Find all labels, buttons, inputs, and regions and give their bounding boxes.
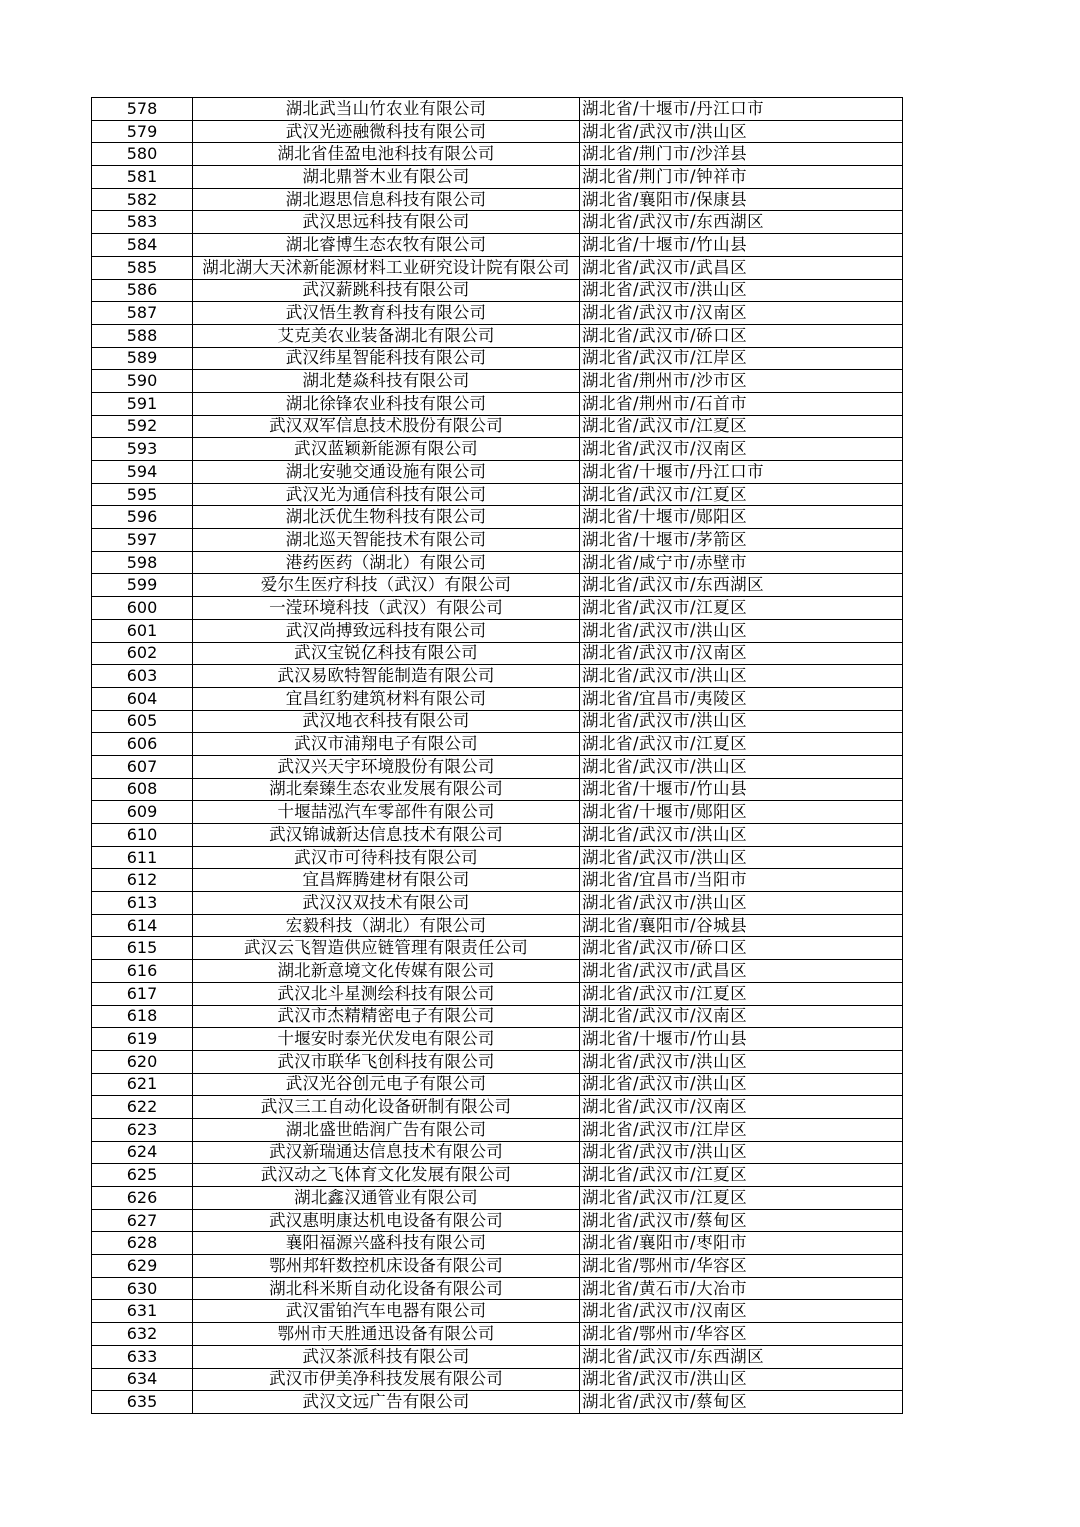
row-number-cell: 607 [92, 755, 193, 778]
region-cell: 湖北省/武汉市/洪山区 [580, 824, 903, 847]
table-row [92, 461, 903, 484]
region-cell: 湖北省/十堰市/茅箭区 [580, 529, 903, 552]
company-name-cell: 湖北鼎誉木业有限公司 [193, 166, 580, 189]
row-number-cell: 584 [92, 234, 193, 257]
row-number-cell: 604 [92, 687, 193, 710]
region-cell: 湖北省/武汉市/江夏区 [580, 1187, 903, 1210]
row-number-cell: 593 [92, 438, 193, 461]
table-row [92, 1300, 903, 1323]
row-number-cell: 625 [92, 1164, 193, 1187]
table-row [92, 529, 903, 552]
row-number-cell: 624 [92, 1141, 193, 1164]
region-cell: 湖北省/武汉市/东西湖区 [580, 211, 903, 234]
region-cell: 湖北省/武汉市/洪山区 [580, 846, 903, 869]
company-name-cell: 武汉云飞智造供应链管理有限责任公司 [193, 937, 580, 960]
row-number-cell: 587 [92, 302, 193, 325]
company-name-cell: 湖北徐锋农业科技有限公司 [193, 392, 580, 415]
company-name-cell: 艾克美农业装备湖北有限公司 [193, 324, 580, 347]
region-cell: 湖北省/武汉市/东西湖区 [580, 1345, 903, 1368]
table-row [92, 166, 903, 189]
row-number-cell: 616 [92, 960, 193, 983]
row-number-cell: 579 [92, 120, 193, 143]
region-cell: 湖北省/宜昌市/当阳市 [580, 869, 903, 892]
table-row [92, 347, 903, 370]
row-number-cell: 597 [92, 529, 193, 552]
region-cell: 湖北省/武汉市/洪山区 [580, 1368, 903, 1391]
row-number-cell: 611 [92, 846, 193, 869]
company-name-cell: 武汉雷铂汽车电器有限公司 [193, 1300, 580, 1323]
row-number-cell: 578 [92, 98, 193, 121]
company-name-cell: 湖北新意境文化传媒有限公司 [193, 960, 580, 983]
region-cell: 湖北省/武汉市/洪山区 [580, 665, 903, 688]
row-number-cell: 614 [92, 914, 193, 937]
company-name-cell: 湖北科米斯自动化设备有限公司 [193, 1277, 580, 1300]
row-number-cell: 626 [92, 1187, 193, 1210]
region-cell: 湖北省/武汉市/江夏区 [580, 483, 903, 506]
company-name-cell: 湖北遐思信息科技有限公司 [193, 188, 580, 211]
table-row [92, 914, 903, 937]
table-row [92, 1277, 903, 1300]
region-cell: 湖北省/十堰市/竹山县 [580, 1028, 903, 1051]
region-cell: 湖北省/鄂州市/华容区 [580, 1323, 903, 1346]
company-name-cell: 鄂州市天胜通迅设备有限公司 [193, 1323, 580, 1346]
row-number-cell: 617 [92, 982, 193, 1005]
table-row [92, 642, 903, 665]
row-number-cell: 627 [92, 1209, 193, 1232]
company-name-cell: 武汉新瑞通达信息技术有限公司 [193, 1141, 580, 1164]
region-cell: 湖北省/鄂州市/华容区 [580, 1255, 903, 1278]
region-cell: 湖北省/武汉市/江夏区 [580, 733, 903, 756]
table-row [92, 234, 903, 257]
table-row [92, 892, 903, 915]
region-cell: 湖北省/武汉市/江岸区 [580, 1118, 903, 1141]
company-name-cell: 鄂州邦轩数控机床设备有限公司 [193, 1255, 580, 1278]
company-name-cell: 武汉宝锐亿科技有限公司 [193, 642, 580, 665]
region-cell: 湖北省/襄阳市/枣阳市 [580, 1232, 903, 1255]
company-name-cell: 武汉地衣科技有限公司 [193, 710, 580, 733]
table-row [92, 1232, 903, 1255]
table-row [92, 1028, 903, 1051]
row-number-cell: 630 [92, 1277, 193, 1300]
company-list-body [92, 98, 903, 1414]
company-name-cell: 武汉市可待科技有限公司 [193, 846, 580, 869]
company-name-cell: 襄阳福源兴盛科技有限公司 [193, 1232, 580, 1255]
row-number-cell: 582 [92, 188, 193, 211]
region-cell: 湖北省/十堰市/丹江口市 [580, 461, 903, 484]
row-number-cell: 631 [92, 1300, 193, 1323]
row-number-cell: 580 [92, 143, 193, 166]
company-name-cell: 十堰安时泰光伏发电有限公司 [193, 1028, 580, 1051]
company-name-cell: 宜昌红豹建筑材料有限公司 [193, 687, 580, 710]
row-number-cell: 588 [92, 324, 193, 347]
company-name-cell: 爱尔生医疗科技（武汉）有限公司 [193, 574, 580, 597]
region-cell: 湖北省/荆门市/沙洋县 [580, 143, 903, 166]
row-number-cell: 601 [92, 619, 193, 642]
region-cell: 湖北省/武汉市/武昌区 [580, 960, 903, 983]
table-row [92, 619, 903, 642]
table-row [92, 1368, 903, 1391]
region-cell: 湖北省/武汉市/东西湖区 [580, 574, 903, 597]
company-name-cell: 武汉市杰精精密电子有限公司 [193, 1005, 580, 1028]
company-name-cell: 武汉光谷创元电子有限公司 [193, 1073, 580, 1096]
company-name-cell: 宏毅科技（湖北）有限公司 [193, 914, 580, 937]
row-number-cell: 590 [92, 370, 193, 393]
region-cell: 湖北省/武汉市/蔡甸区 [580, 1209, 903, 1232]
table-row [92, 415, 903, 438]
region-cell: 湖北省/武汉市/洪山区 [580, 120, 903, 143]
region-cell: 湖北省/武汉市/硚口区 [580, 324, 903, 347]
region-cell: 湖北省/武汉市/洪山区 [580, 755, 903, 778]
company-name-cell: 武汉茶派科技有限公司 [193, 1345, 580, 1368]
table-row [92, 801, 903, 824]
row-number-cell: 589 [92, 347, 193, 370]
row-number-cell: 586 [92, 279, 193, 302]
row-number-cell: 596 [92, 506, 193, 529]
row-number-cell: 635 [92, 1391, 193, 1414]
row-number-cell: 605 [92, 710, 193, 733]
table-row [92, 1005, 903, 1028]
company-name-cell: 港药医药（湖北）有限公司 [193, 551, 580, 574]
row-number-cell: 610 [92, 824, 193, 847]
row-number-cell: 632 [92, 1323, 193, 1346]
table-row [92, 778, 903, 801]
region-cell: 湖北省/荆门市/钟祥市 [580, 166, 903, 189]
region-cell: 湖北省/襄阳市/保康县 [580, 188, 903, 211]
row-number-cell: 585 [92, 256, 193, 279]
row-number-cell: 600 [92, 597, 193, 620]
row-number-cell: 618 [92, 1005, 193, 1028]
company-name-cell: 武汉易欧特智能制造有限公司 [193, 665, 580, 688]
row-number-cell: 591 [92, 392, 193, 415]
region-cell: 湖北省/十堰市/郧阳区 [580, 506, 903, 529]
company-name-cell: 武汉薪跳科技有限公司 [193, 279, 580, 302]
table-row [92, 211, 903, 234]
table-row [92, 1209, 903, 1232]
table-row [92, 143, 903, 166]
company-name-cell: 湖北楚焱科技有限公司 [193, 370, 580, 393]
row-number-cell: 606 [92, 733, 193, 756]
table-row [92, 1391, 903, 1414]
region-cell: 湖北省/武汉市/汉南区 [580, 438, 903, 461]
row-number-cell: 595 [92, 483, 193, 506]
company-name-cell: 湖北盛世皓润广告有限公司 [193, 1118, 580, 1141]
region-cell: 湖北省/荆州市/沙市区 [580, 370, 903, 393]
company-name-cell: 武汉双军信息技术股份有限公司 [193, 415, 580, 438]
table-row [92, 483, 903, 506]
row-number-cell: 621 [92, 1073, 193, 1096]
table-row [92, 120, 903, 143]
table-row [92, 98, 903, 121]
region-cell: 湖北省/武汉市/洪山区 [580, 892, 903, 915]
company-name-cell: 武汉三工自动化设备研制有限公司 [193, 1096, 580, 1119]
table-row [92, 1323, 903, 1346]
company-name-cell: 武汉尚搏致远科技有限公司 [193, 619, 580, 642]
row-number-cell: 615 [92, 937, 193, 960]
company-name-cell: 一滢环境科技（武汉）有限公司 [193, 597, 580, 620]
company-name-cell: 武汉惠明康达机电设备有限公司 [193, 1209, 580, 1232]
region-cell: 湖北省/荆州市/石首市 [580, 392, 903, 415]
row-number-cell: 613 [92, 892, 193, 915]
company-name-cell: 武汉动之飞体育文化发展有限公司 [193, 1164, 580, 1187]
table-row [92, 687, 903, 710]
region-cell: 湖北省/武汉市/洪山区 [580, 279, 903, 302]
table-row [92, 665, 903, 688]
region-cell: 湖北省/襄阳市/谷城县 [580, 914, 903, 937]
row-number-cell: 620 [92, 1050, 193, 1073]
table-row [92, 755, 903, 778]
table-row [92, 1096, 903, 1119]
region-cell: 湖北省/武汉市/汉南区 [580, 1300, 903, 1323]
table-row [92, 1164, 903, 1187]
region-cell: 湖北省/武汉市/江夏区 [580, 597, 903, 620]
company-name-cell: 湖北巡天智能技术有限公司 [193, 529, 580, 552]
table-row [92, 846, 903, 869]
table-row [92, 1187, 903, 1210]
table-row [92, 370, 903, 393]
company-name-cell: 武汉汉双技术有限公司 [193, 892, 580, 915]
region-cell: 湖北省/武汉市/江夏区 [580, 982, 903, 1005]
row-number-cell: 581 [92, 166, 193, 189]
table-row [92, 1345, 903, 1368]
row-number-cell: 602 [92, 642, 193, 665]
row-number-cell: 608 [92, 778, 193, 801]
company-name-cell: 武汉兴天宇环境股份有限公司 [193, 755, 580, 778]
row-number-cell: 594 [92, 461, 193, 484]
region-cell: 湖北省/十堰市/丹江口市 [580, 98, 903, 121]
table-row [92, 1255, 903, 1278]
region-cell: 湖北省/武汉市/洪山区 [580, 1141, 903, 1164]
company-name-cell: 湖北省佳盈电池科技有限公司 [193, 143, 580, 166]
table-row [92, 279, 903, 302]
company-name-cell: 武汉文远广告有限公司 [193, 1391, 580, 1414]
row-number-cell: 629 [92, 1255, 193, 1278]
table-row [92, 1073, 903, 1096]
row-number-cell: 598 [92, 551, 193, 574]
table-row [92, 937, 903, 960]
table-row [92, 710, 903, 733]
row-number-cell: 612 [92, 869, 193, 892]
table-row [92, 733, 903, 756]
region-cell: 湖北省/武汉市/汉南区 [580, 642, 903, 665]
table-row [92, 188, 903, 211]
region-cell: 湖北省/武汉市/洪山区 [580, 710, 903, 733]
company-name-cell: 武汉光为通信科技有限公司 [193, 483, 580, 506]
row-number-cell: 609 [92, 801, 193, 824]
region-cell: 湖北省/武汉市/洪山区 [580, 1073, 903, 1096]
row-number-cell: 583 [92, 211, 193, 234]
region-cell: 湖北省/武汉市/江夏区 [580, 1164, 903, 1187]
region-cell: 湖北省/武汉市/汉南区 [580, 302, 903, 325]
company-name-cell: 武汉纬星智能科技有限公司 [193, 347, 580, 370]
table-row [92, 392, 903, 415]
company-name-cell: 十堰喆泓汽车零部件有限公司 [193, 801, 580, 824]
row-number-cell: 634 [92, 1368, 193, 1391]
region-cell: 湖北省/咸宁市/赤壁市 [580, 551, 903, 574]
table-row [92, 960, 903, 983]
company-name-cell: 武汉蓝颖新能源有限公司 [193, 438, 580, 461]
table-row [92, 597, 903, 620]
region-cell: 湖北省/武汉市/洪山区 [580, 619, 903, 642]
region-cell: 湖北省/武汉市/江岸区 [580, 347, 903, 370]
company-name-cell: 湖北武当山竹农业有限公司 [193, 98, 580, 121]
region-cell: 湖北省/十堰市/竹山县 [580, 778, 903, 801]
company-name-cell: 湖北安驰交通设施有限公司 [193, 461, 580, 484]
region-cell: 湖北省/武汉市/洪山区 [580, 1050, 903, 1073]
company-name-cell: 武汉思远科技有限公司 [193, 211, 580, 234]
region-cell: 湖北省/宜昌市/夷陵区 [580, 687, 903, 710]
company-name-cell: 湖北秦臻生态农业发展有限公司 [193, 778, 580, 801]
company-name-cell: 武汉锦诚新达信息技术有限公司 [193, 824, 580, 847]
company-name-cell: 武汉北斗星测绘科技有限公司 [193, 982, 580, 1005]
region-cell: 湖北省/十堰市/郧阳区 [580, 801, 903, 824]
row-number-cell: 628 [92, 1232, 193, 1255]
table-row [92, 302, 903, 325]
table-row [92, 1141, 903, 1164]
row-number-cell: 619 [92, 1028, 193, 1051]
row-number-cell: 633 [92, 1345, 193, 1368]
company-list-table [91, 97, 903, 1414]
region-cell: 湖北省/武汉市/蔡甸区 [580, 1391, 903, 1414]
row-number-cell: 603 [92, 665, 193, 688]
table-row [92, 574, 903, 597]
company-name-cell: 湖北睿博生态农牧有限公司 [193, 234, 580, 257]
company-name-cell: 武汉市浦翔电子有限公司 [193, 733, 580, 756]
row-number-cell: 592 [92, 415, 193, 438]
region-cell: 湖北省/黄石市/大冶市 [580, 1277, 903, 1300]
table-row [92, 438, 903, 461]
company-name-cell: 湖北沃优生物科技有限公司 [193, 506, 580, 529]
table-row [92, 1118, 903, 1141]
table-row [92, 506, 903, 529]
row-number-cell: 623 [92, 1118, 193, 1141]
table-row [92, 982, 903, 1005]
region-cell: 湖北省/武汉市/硚口区 [580, 937, 903, 960]
company-name-cell: 武汉悟生教育科技有限公司 [193, 302, 580, 325]
company-name-cell: 湖北湖大天沭新能源材料工业研究设计院有限公司 [193, 256, 580, 279]
company-name-cell: 湖北鑫汉通管业有限公司 [193, 1187, 580, 1210]
table-row [92, 324, 903, 347]
region-cell: 湖北省/武汉市/武昌区 [580, 256, 903, 279]
region-cell: 湖北省/武汉市/江夏区 [580, 415, 903, 438]
row-number-cell: 622 [92, 1096, 193, 1119]
table-row [92, 824, 903, 847]
table-row [92, 551, 903, 574]
table-row [92, 256, 903, 279]
region-cell: 湖北省/武汉市/汉南区 [580, 1096, 903, 1119]
table-row [92, 869, 903, 892]
company-name-cell: 宜昌辉腾建材有限公司 [193, 869, 580, 892]
row-number-cell: 599 [92, 574, 193, 597]
region-cell: 湖北省/武汉市/汉南区 [580, 1005, 903, 1028]
company-name-cell: 武汉光迹融微科技有限公司 [193, 120, 580, 143]
region-cell: 湖北省/十堰市/竹山县 [580, 234, 903, 257]
company-name-cell: 武汉市伊美净科技发展有限公司 [193, 1368, 580, 1391]
company-name-cell: 武汉市联华飞创科技有限公司 [193, 1050, 580, 1073]
table-row [92, 1050, 903, 1073]
